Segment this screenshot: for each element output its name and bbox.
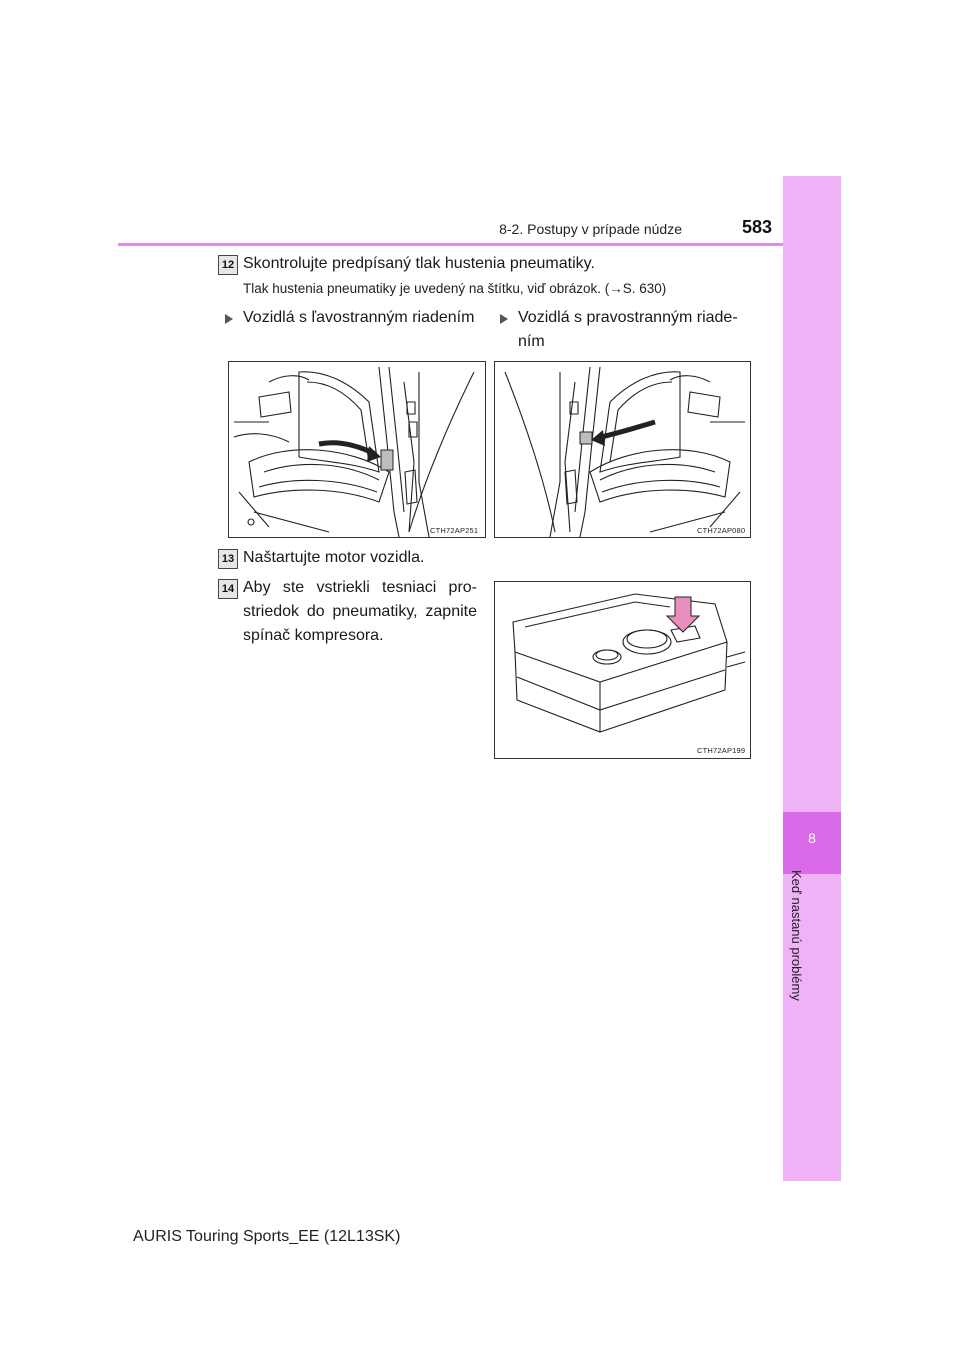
chapter-title (789, 870, 826, 1100)
figure-compressor (494, 581, 751, 759)
step-14-badge: 14 (218, 579, 238, 599)
seat-door-illustration-lhd (229, 362, 485, 537)
seat-door-illustration-rhd (495, 362, 750, 537)
step-12-note: Tlak hustenia pneumatiky je uvedený na štítku, viď obrázok. (→S. 630) (243, 281, 667, 296)
bullet-triangle-icon (225, 314, 233, 324)
figure-rhd-code: CTH72AP080 (697, 526, 746, 535)
step-12-text: Skontrolujte predpísaný tlak hustenia pneumatiky. (243, 255, 595, 272)
page-number: 583 (741, 217, 772, 237)
figure-lhd-code: CTH72AP251 (430, 526, 479, 535)
step-14-text-line1: Aby ste vstriekli tesniaci pro- (243, 579, 477, 596)
step-14-text-line2: striedok do pneumatiky, zapnite (243, 603, 477, 620)
step-13-badge: 13 (218, 549, 238, 569)
bullet-triangle-icon (500, 314, 508, 324)
chapter-number: 8 (808, 830, 816, 846)
chapter-title-text: Keď nastanú problémy (789, 870, 804, 1001)
rhd-label-line2: ním (518, 333, 545, 350)
figure-rhd-seat (494, 361, 751, 538)
figure-compressor-code: CTH72AP199 (697, 746, 746, 755)
header-rule (118, 243, 783, 246)
rhd-label-line1: Vozidlá s pravostranným riade- (518, 309, 738, 326)
step-13-text: Naštartujte motor vozidla. (243, 549, 425, 566)
step-14-text-line3: spínač kompresora. (243, 627, 384, 644)
figure-lhd-seat (228, 361, 486, 538)
lhd-label: Vozidlá s ľavostranným riadením (243, 309, 475, 326)
compressor-illustration (495, 582, 750, 758)
footer-model: AURIS Touring Sports_EE (12L13SK) (133, 1228, 401, 1245)
step-12-badge: 12 (218, 255, 238, 275)
section-title: 8-2. Postupy v prípade núdze (499, 221, 682, 237)
